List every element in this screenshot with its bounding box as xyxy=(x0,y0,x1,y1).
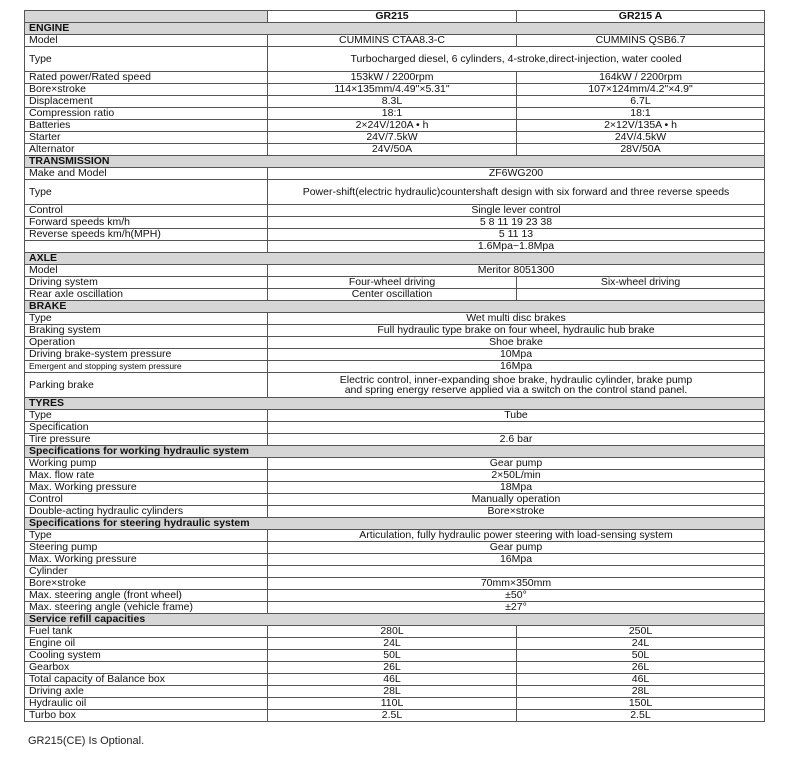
row-label: Braking system xyxy=(25,325,268,337)
row-label: Operation xyxy=(25,337,268,349)
table-row xyxy=(25,325,765,337)
table-row xyxy=(25,337,765,349)
cell-value: 2×12V/135A • h xyxy=(517,120,765,132)
cell-value: Full hydraulic type brake on four wheel, hydraulic hub brake xyxy=(268,325,765,337)
cell-value: Four-wheel driving xyxy=(268,277,517,289)
row-label: Type xyxy=(25,180,268,205)
table-row xyxy=(25,277,765,289)
cell-value: 110L xyxy=(268,698,517,710)
header-corner xyxy=(25,11,268,23)
table-row xyxy=(25,434,765,446)
cell-value: CUMMINS QSB6.7 xyxy=(517,35,765,47)
row-label: Hydraulic oil xyxy=(25,698,268,710)
row-label: Tire pressure xyxy=(25,434,268,446)
section-tyres: TYRES xyxy=(25,398,765,410)
table-row xyxy=(25,361,765,373)
cell-value: Gear pump xyxy=(268,458,765,470)
table-row xyxy=(25,265,765,277)
cell-value: Power-shift(electric hydraulic)countershaft design with six forward and three reverse speeds xyxy=(268,180,765,205)
table-row xyxy=(25,168,765,180)
cell-value: 8.3L xyxy=(268,96,517,108)
row-label: Starter xyxy=(25,132,268,144)
table-row xyxy=(25,72,765,84)
park-brake-line2: and spring energy reserve applied via a switch on the control stand panel. xyxy=(344,384,688,396)
cell-value: 280L xyxy=(268,626,517,638)
section-axle: AXLE xyxy=(25,253,765,265)
row-label: Driving system xyxy=(25,277,268,289)
row-label: Cylinder xyxy=(25,566,268,578)
table-row xyxy=(25,686,765,698)
table-row xyxy=(25,554,765,566)
cell-value: 24L xyxy=(268,638,517,650)
cell-value: Articulation, fully hydraulic power steering with load-sensing system xyxy=(268,530,765,542)
table-row xyxy=(25,650,765,662)
row-label: Max. steering angle (front wheel) xyxy=(25,590,268,602)
cell-value: ZF6WG200 xyxy=(268,168,765,180)
table-row xyxy=(25,313,765,325)
section-engine: ENGINE xyxy=(25,23,765,35)
row-label: Make and Model xyxy=(25,168,268,180)
row-label: Bore×stroke xyxy=(25,578,268,590)
cell-value: 50L xyxy=(268,650,517,662)
cell-value: 26L xyxy=(517,662,765,674)
table-row xyxy=(25,47,765,72)
cell-value: 2×24V/120A • h xyxy=(268,120,517,132)
cell-value: Gear pump xyxy=(268,542,765,554)
cell-value: 5 11 13 xyxy=(268,229,765,241)
cell-value: 46L xyxy=(517,674,765,686)
row-label: Driving brake-system pressure xyxy=(25,349,268,361)
row-label: Engine oil xyxy=(25,638,268,650)
row-label: Max. flow rate xyxy=(25,470,268,482)
cell-value: 6.7L xyxy=(517,96,765,108)
cell-value: Manually operation xyxy=(268,494,765,506)
table-row xyxy=(25,132,765,144)
cell-value: 5 8 11 19 23 38 xyxy=(268,217,765,229)
cell-value: 24V/50A xyxy=(268,144,517,156)
table-header-row xyxy=(25,11,765,23)
cell-value: Single lever control xyxy=(268,205,765,217)
row-label: Reverse speeds km/h(MPH) xyxy=(25,229,268,241)
cell-value xyxy=(517,289,765,301)
header-gr215: GR215 xyxy=(268,11,517,23)
table-row xyxy=(25,373,765,398)
cell-value: Tube xyxy=(268,410,765,422)
cell-value: Six-wheel driving xyxy=(517,277,765,289)
row-label: Rated power/Rated speed xyxy=(25,72,268,84)
cell-value: ±50° xyxy=(268,590,765,602)
cell-value: ±27° xyxy=(268,602,765,614)
row-label: Steering pump xyxy=(25,542,268,554)
row-label: Emergent and stopping system pressure xyxy=(25,361,268,373)
row-label: Driving axle xyxy=(25,686,268,698)
cell-value: 50L xyxy=(517,650,765,662)
cell-value: 1.6Mpa~1.8Mpa xyxy=(268,241,765,253)
table-row xyxy=(25,458,765,470)
row-label: Max. Working pressure xyxy=(25,482,268,494)
table-row xyxy=(25,602,765,614)
cell-value: Shoe brake xyxy=(268,337,765,349)
cell-value: Center oscillation xyxy=(268,289,517,301)
row-label: Gearbox xyxy=(25,662,268,674)
row-label: Bore×stroke xyxy=(25,84,268,96)
row-label: Double-acting hydraulic cylinders xyxy=(25,506,268,518)
row-label: Rear axle oscillation xyxy=(25,289,268,301)
table-row xyxy=(25,638,765,650)
row-label: Total capacity of Balance box xyxy=(25,674,268,686)
cell-value: 2.5L xyxy=(517,710,765,722)
table-row xyxy=(25,84,765,96)
table-row xyxy=(25,578,765,590)
cell-value: 18:1 xyxy=(517,108,765,120)
cell-value: 2×50L/min xyxy=(268,470,765,482)
cell-value: CUMMINS CTAA8.3-C xyxy=(268,35,517,47)
row-label: Max. steering angle (vehicle frame) xyxy=(25,602,268,614)
cell-value: Wet multi disc brakes xyxy=(268,313,765,325)
row-label: Model xyxy=(25,265,268,277)
row-label: Alternator xyxy=(25,144,268,156)
table-row xyxy=(25,710,765,722)
row-label: Forward speeds km/h xyxy=(25,217,268,229)
row-label: Batteries xyxy=(25,120,268,132)
row-label: Control xyxy=(25,494,268,506)
table-row xyxy=(25,494,765,506)
table-row xyxy=(25,410,765,422)
cell-value: 10Mpa xyxy=(268,349,765,361)
cell-value: 70mm×350mm xyxy=(268,578,765,590)
cell-value: 16Mpa xyxy=(268,554,765,566)
table-row xyxy=(25,217,765,229)
row-label: Max. Working pressure xyxy=(25,554,268,566)
cell-value: 150L xyxy=(517,698,765,710)
table-row xyxy=(25,422,765,434)
cell-value: 153kW / 2200rpm xyxy=(268,72,517,84)
section-transmission: TRANSMISSION xyxy=(25,156,765,168)
row-label: Control xyxy=(25,205,268,217)
table-row xyxy=(25,205,765,217)
row-label: Type xyxy=(25,410,268,422)
spec-table xyxy=(24,10,765,722)
cell-value: 16Mpa xyxy=(268,361,765,373)
section-working-hydraulic: Specifications for working hydraulic system xyxy=(25,446,765,458)
row-label: Working pump xyxy=(25,458,268,470)
row-label: Model xyxy=(25,35,268,47)
cell-value: 26L xyxy=(268,662,517,674)
row-label: Type xyxy=(25,47,268,72)
section-steering-hydraulic: Specifications for steering hydraulic system xyxy=(25,518,765,530)
row-label: Parking brake xyxy=(25,373,268,398)
cell-value: 46L xyxy=(268,674,517,686)
row-label: Type xyxy=(25,313,268,325)
table-row xyxy=(25,590,765,602)
table-row xyxy=(25,674,765,686)
table-row xyxy=(25,96,765,108)
table-row xyxy=(25,482,765,494)
cell-value: 2.5L xyxy=(268,710,517,722)
row-label: Cooling system xyxy=(25,650,268,662)
cell-value: 18Mpa xyxy=(268,482,765,494)
cell-value xyxy=(268,566,765,578)
table-row xyxy=(25,120,765,132)
section-brake: BRAKE xyxy=(25,301,765,313)
row-label: Compression ratio xyxy=(25,108,268,120)
cell-value: 24V/4.5kW xyxy=(517,132,765,144)
section-refill: Service refill capacities xyxy=(25,614,765,626)
row-label: Type xyxy=(25,530,268,542)
table-row xyxy=(25,241,765,253)
table-row xyxy=(25,180,765,205)
table-row xyxy=(25,349,765,361)
table-row xyxy=(25,626,765,638)
table-row xyxy=(25,229,765,241)
header-gr215a: GR215 A xyxy=(517,11,765,23)
row-label: Specification xyxy=(25,422,268,434)
row-label xyxy=(25,241,268,253)
cell-value: Turbocharged diesel, 6 cylinders, 4-stroke,direct-injection, water cooled xyxy=(268,47,765,72)
table-row xyxy=(25,698,765,710)
cell-value: Meritor 8051300 xyxy=(268,265,765,277)
cell-value: 28L xyxy=(517,686,765,698)
table-row xyxy=(25,35,765,47)
cell-value xyxy=(268,422,765,434)
cell-value: Bore×stroke xyxy=(268,506,765,518)
cell-value: 107×124mm/4.2"×4.9" xyxy=(517,84,765,96)
cell-value: 28V/50A xyxy=(517,144,765,156)
table-row xyxy=(25,470,765,482)
row-label: Turbo box xyxy=(25,710,268,722)
table-row xyxy=(25,530,765,542)
row-label: Fuel tank xyxy=(25,626,268,638)
row-label: Displacement xyxy=(25,96,268,108)
cell-value: 2.6 bar xyxy=(268,434,765,446)
cell-value: 250L xyxy=(517,626,765,638)
table-row xyxy=(25,144,765,156)
table-row xyxy=(25,566,765,578)
cell-value: 114×135mm/4.49"×5.31" xyxy=(268,84,517,96)
cell-value: 28L xyxy=(268,686,517,698)
table-row xyxy=(25,506,765,518)
cell-value: 18:1 xyxy=(268,108,517,120)
table-row xyxy=(25,108,765,120)
cell-value: 24L xyxy=(517,638,765,650)
park-brake-line1: Electric control, inner-expanding shoe brake, hydraulic cylinder, brake pump xyxy=(339,374,693,386)
cell-value: 24V/7.5kW xyxy=(268,132,517,144)
table-row xyxy=(25,662,765,674)
footnote: GR215(CE) Is Optional. xyxy=(28,735,145,747)
cell-value: 164kW / 2200rpm xyxy=(517,72,765,84)
cell-value xyxy=(268,373,765,398)
table-row xyxy=(25,542,765,554)
table-row xyxy=(25,289,765,301)
